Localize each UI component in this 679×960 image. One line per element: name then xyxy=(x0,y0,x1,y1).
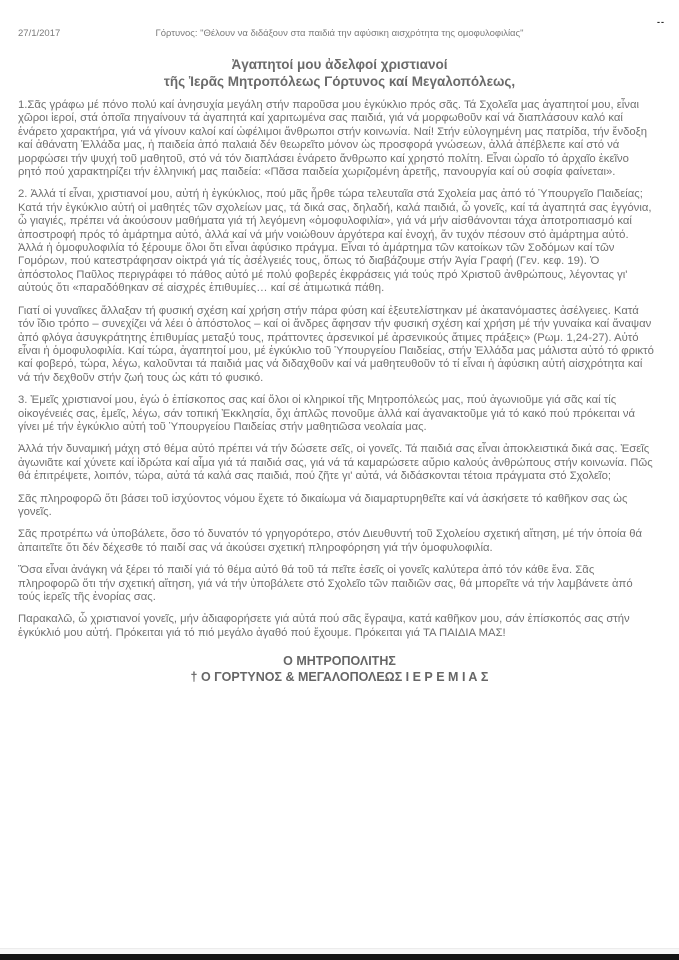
signature-name: † Ο ΓΟΡΤΥΝΟΣ & ΜΕΓΑΛΟΠΟΛΕΩΣ Ι Ε Ρ Ε Μ Ι Α Σ xyxy=(190,670,489,685)
date: 27/1/2017 xyxy=(18,28,61,39)
salutation-line-1: Ἀγαπητοί μου ἀδελφοί χριστιανοί xyxy=(231,57,448,72)
page-meta-row xyxy=(0,28,679,41)
paragraph-6: Σᾶς πληροφορῶ ὅτι βάσει τοῦ ἰσχύοντος νόμου ἔχετε τό δικαίωμα νά διαμαρτυρηθεῖτε καί νά ἀσκήσετε τό καθῆκον σας ὡς γονεῖς. xyxy=(18,492,628,518)
paragraph-8: Ὅσα εἶναι ἀνάγκη νά ξέρει τό παιδί γιά τό θέμα αὐτό θά τοῦ τά πεῖτε ἐσεῖς οἱ γονεῖς καλύτερα ἀπό τόν κάθε ἕνα. Σᾶς πληροφορῶ ὅτι τήν σχετική αἴτηση, γιά νά τήν ὑποβάλετε στό Σχολεῖο τῶν παιδιῶν σας, θά μπορεῖτε νά τήν λαμβάνετε ἀπό τούς ἱερεῖς τῆς ἐνορίας σας. xyxy=(18,564,633,603)
salutation xyxy=(0,56,679,90)
bottom-scan-bar xyxy=(0,954,679,960)
paragraph-1: 1.Σᾶς γράφω μέ πόνο πολύ καί ἀνησυχία μεγάλη στήν παροῦσα μου ἐγκύκλιο πρός σᾶς. Τά Σχολεῖα μας ἀγαπητοί μου, εἶναι χῶροι ἱεροί, στά ὁποῖα πηγαίνουν τά ἀγαπητά καί χαριτωμένα σας παιδιά, γιά νά μορφωθοῦν καί νά διαπλάσουν καλό καί ἐνάρετο χαρακτήρα, γιά νά γίνουν καλοί καί ὠφέλιμοι ἄνθρωποι στήν κοινωνία. Ναί! Στήν εὐλογημένη μας πατρίδα, τήν ἔνδοξη καί ἀθάνατη Ἑλλάδα μας, ἡ παιδεία ἀπό παλαιά δέν θεωρεῖτο μόνον ὡς προσφορά γνώσεων, ἀλλά ἀπέβλεπε καί στό νά μορφώσει τήν ψυχή τοῦ μαθητοῦ, στό νά τόν διαπλάσει ἐνάρετο ἄνθρωπο καί χρηστό πολίτη. Εἶναι ὡραῖο τό ἀρχαῖο ἐκεῖνο ρητό πού χαρακτηρίζει τήν ἑλληνική μας παιδεία: «Πᾶσα παιδεία χωριζομένη ἀρετῆς, πανουργία καί οὐ σοφία φαίνεται». xyxy=(18,99,648,179)
paragraph-9: Παρακαλῶ, ὦ χριστιανοί γονεῖς, μήν ἀδιαφορήσετε γιά αὐτά πού σᾶς ἔγραψα, κατά καθῆκον μου, σάν ἐπίσκοπός σας στήν ἐγκύκλιό μου αὐτή. Πρόκειται γιά τό πιό μεγάλο ἀγαθό πού ἔχουμε. Πρόκειται γιά ΤΑ ΠΑΙΔΙΑ ΜΑΣ! xyxy=(18,613,630,639)
page-header-title: Γόρτυνος: "Θέλουν να διδάξουν στα παιδιά την αφύσικη αισχρότητα της ομοφυλοφιλίας" xyxy=(155,28,524,39)
paragraph-4: 3. Ἐμεῖς χριστιανοί μου, ἐγώ ὁ ἐπίσκοπος σας καί ὅλοι οἱ κληρικοί τῆς Μητροπόλεώς μας, πού ἀγωνιοῦμε γιά σᾶς καί τίς οἰκογένειές σας, ἐμεῖς, λέγω, σάν τοπική Ἐκκλησία, ὄχι ἁπλῶς πονοῦμε ἀλλά καί ἀγανακτοῦμε γιά τό κακό πού πρόκειται νά γίνει μέ τήν ἐγκύκλιο αὐτή τοῦ Ὑπουργείου Παιδείας στήν μαθητιῶσα νεολαία μας. xyxy=(18,394,636,433)
signature-title: Ο ΜΗΤΡΟΠΟΛΙΤΗΣ xyxy=(283,654,396,669)
salutation-line-2: τῆς Ἱερᾶς Μητροπόλεως Γόρτυνος καί Μεγαλοπόλεως, xyxy=(163,74,516,89)
paragraph-3: Γιατί οἱ γυναῖκες ἄλλαξαν τή φυσική σχέση καί χρήση στήν πάρα φύση καί ἐξευτελίστηκαν μέ ἀκατανόμαστες ἀσέλγειες. Κατά τόν ἴδιο τρόπο – συνεχίζει νά λέει ὁ ἀπόστολος – καί οἱ ἄνδρες ἄφησαν τήν φυσική σχέση καί χρήση μέ τήν γυναίκα καί ἄναψαν ἀπό φλόγα ἀσυγκράτητης ἐπιθυμίας μεταξύ τους, πράττοντες ἀρσενικοί μέ ἀρσενικούς ἄτιμες πράξεις» (Ρωμ. 1,24-27). Αὐτό εἶναι ἡ ὁμοφυλοφιλία. Καί τώρα, ἀγαπητοί μου, μέ ἐγκύκλιο τοῦ Ὑπουργείου Παιδείας, στήν Ἑλλάδα μας μάλιστα αὐτό τό φρικτό καί φοβερό, τώρα, λέγω, καλοῦνται τά παιδιά μας νά διδαχθοῦν καί νά μαθητευθοῦν τό τί εἶναι ἡ ἀφύσικη αὐτή αἰσχρότητα καί νά τήν δεχθοῦν στήν ζωή τους ὡς κάτι τό φυσικό. xyxy=(18,304,654,384)
paragraph-7: Σᾶς προτρέπω νά ὑποβάλετε, ὅσο τό δυνατόν τό γρηγορότερο, στόν Διευθυντή τοῦ Σχολείου σχετική αἴτηση, μέ τήν ὁποία θά ἀπαιτεῖτε ὅτι δέν δέχεσθε τό παιδί σας νά ἀκούσει σχετική πληροφόρηση γιά τήν ὁμοφυλοφιλία. xyxy=(18,528,643,554)
paragraph-5: Ἀλλά τήν δυναμική μάχη στό θέμα αὐτό πρέπει νά τήν δώσετε σεῖς, οἱ γονεῖς. Τά παιδιά σας εἶναι ἀποκλειστικά δικά σας. Ἐσεῖς ἀγωνιᾶτε καί χύνετε καί ἱδρώτα καί αἷμα γιά τά παιδιά σας, γιά νά τά καμαρώσετε αὔριο καλούς ἀνθρώπους στήν κοινωνία. Πῶς θά ἐπιτρέψετε, λοιπόν, τώρα, αὐτά τά καλά σας παιδιά, πού ζῆτε γι' αὐτά, νά διδάσκονται τέτοια πράγματα στό Σχολεῖο; xyxy=(18,443,653,483)
letter-body xyxy=(0,99,679,640)
paragraph-2: 2. Ἀλλά τί εἶναι, χριστιανοί μου, αὐτή ἡ ἐγκύκλιος, πού μᾶς ἦρθε τώρα τελευταῖα στά Σχολεία μας ἀπό τό Ὑπουργεῖο Παιδείας; Κατά τήν ἐγκύκλιο αὐτή οἱ μαθητές τῶν σχολείων μας, τά δικά σας, δηλαδή, καλά παιδιά, ὦ γονεῖς, καί τά ἀγαπητά σας ἐγγόνια, ὦ γιαγιές, πρέπει νά ἀκούσουν μαθήματα γιά τή λεγόμενη «ὁμοφυλοφιλία», γιά νά μήν αἰσθάνονται τάχα ἀποτροπιασμό καί ἀποστροφή πρός τό ἁμάρτημα αὐτό, ἀλλά καί νά μήν νοιώθουν ἀργότερα καί ἐνοχή, ἄν τυχόν πέσουν στό ἁμάρτημα αὐτό. Ἀλλά ἡ ὁμοφυλοφιλία τό ξέρουμε ὅλοι ὅτι εἶναι ἀφύσικο πράγμα. Εἶναι τό ἁμάρτημα τῶν κατοίκων τῶν Σοδόμων καί τῶν Γομόρων, πού κατεστράφησαν οἰκτρά γιά τίς ἀσέλγειές τους, ὅπως τό διαβάζουμε στήν Ἁγία Γραφή (Γεν. κεφ. 19). Ὁ ἀπόστολος Παῦλος περιγράφει τό πάθος αὐτό μέ πολύ φοβερές ἐκφράσεις γιά τούς πρό Χριστοῦ ἀνθρώπους, λέγοντας γι' αὐτούς ὅτι «παραδόθηκαν σέ αἰσχρές ἐπιθυμίες… καί σέ ἀτιμωτικά πάθη. xyxy=(18,188,652,295)
scan-artifact-mark: -- xyxy=(657,17,665,27)
signature-block xyxy=(0,653,679,685)
